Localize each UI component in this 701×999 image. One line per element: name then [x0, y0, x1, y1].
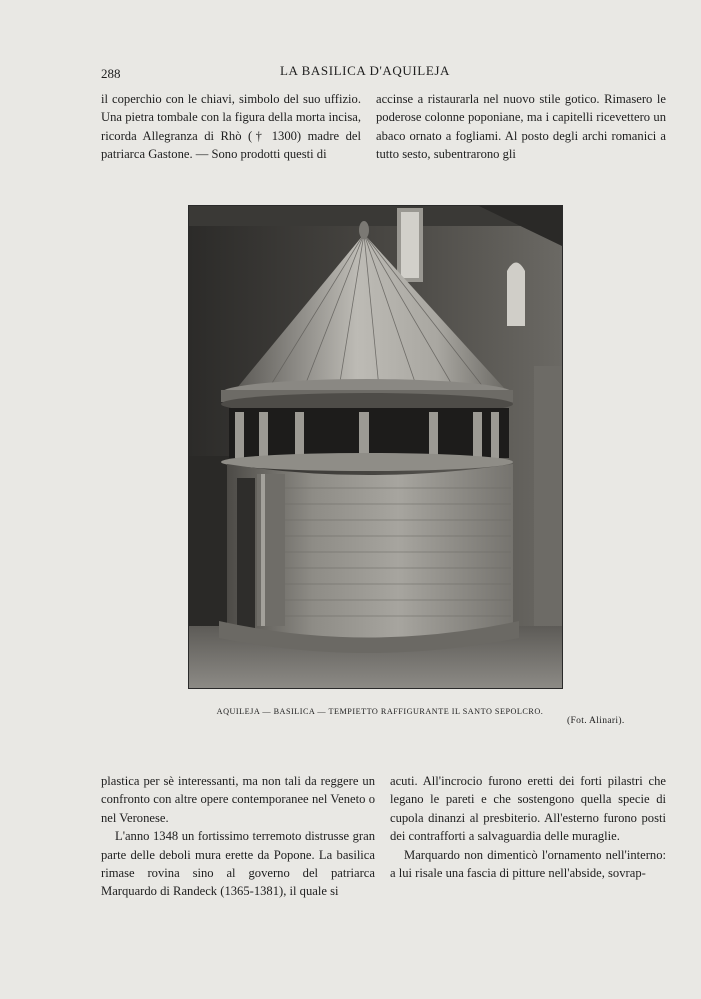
text-column-top-right — [376, 90, 666, 164]
paragraph: il coperchio con le chiavi, simbolo del suo uffizio. Una pietra tombale con la figura della morta incisa, ricorda Allegranza di Rhò († 1300) madre del patriarca Gastone. — Sono prodotti questi di — [101, 92, 361, 162]
paragraph: plastica per sè interessanti, ma non tali da reggere un confronto con altre opere contemporanee nel Veneto o nel Veronese. — [101, 774, 375, 825]
paragraph: acuti. All'incrocio furono eretti dei forti pilastri che legano le pareti e che sostengono quella specie di cupola dinanzi al presbiterio. All'esterno furono posti dei contrafforti a salvaguardia delle muraglie. — [390, 774, 666, 844]
text-column-bottom-left — [101, 772, 375, 901]
paragraph: L'anno 1348 un fortissimo terremoto distrusse gran parte delle deboli mura erette da Popone. La basilica rimase rovina sino al governo del patriarca Marquardo di Randeck (1365-1381), il quale si — [101, 829, 375, 899]
text-column-bottom-right — [390, 772, 666, 882]
photo-credit: (Fot. Alinari). — [567, 715, 625, 726]
photograph-tempietto-santo-sepolcro-icon — [189, 206, 562, 688]
running-head: LA BASILICA D'AQUILEJA — [279, 63, 451, 78]
text-column-top-left — [101, 90, 361, 164]
page-number: 288 — [101, 66, 121, 81]
photograph — [188, 205, 563, 689]
paragraph: accinse a ristaurarla nel nuovo stile gotico. Rimasero le poderose colonne poponiane, ma i capitelli ricevettero un abaco ornato a fogliami. Al posto degli archi romanici a tutto sesto, subentrarono gli — [376, 92, 666, 162]
paragraph: Marquardo non dimenticò l'ornamento nell'interno: a lui risale una fascia di pitture nell'abside, sovrap- — [390, 847, 666, 881]
figure-caption: AQUILEJA — BASILICA — TEMPIETTO RAFFIGURANTE IL SANTO SEPOLCRO. — [216, 707, 544, 716]
